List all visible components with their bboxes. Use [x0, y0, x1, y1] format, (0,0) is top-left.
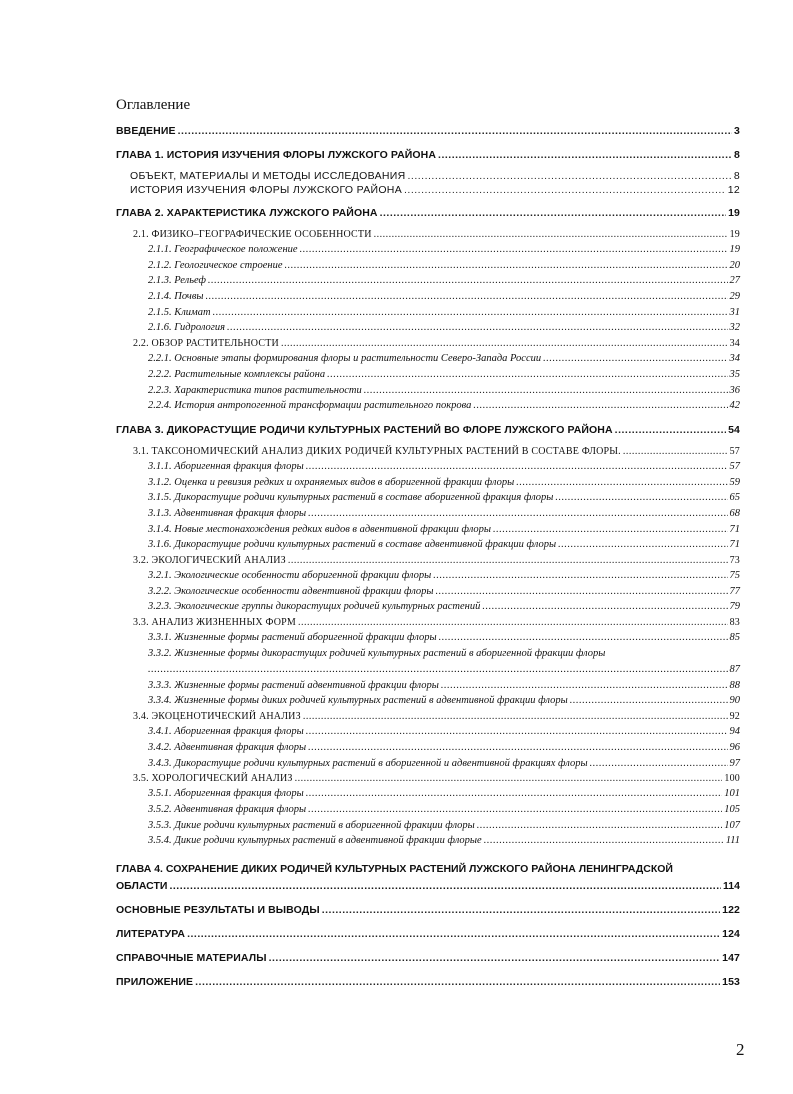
- toc-entry-page: 122: [722, 903, 740, 916]
- dot-leader: [380, 206, 727, 221]
- toc-entry-title: 2.1.1. Географическое положение: [148, 244, 298, 255]
- toc-entry-title: 2.1.3. Рельеф: [148, 275, 206, 287]
- toc-entry-page: 73: [729, 555, 740, 566]
- toc-entry-title: 2.2. ОБЗОР РАСТИТЕЛЬНОСТИ: [133, 338, 279, 350]
- toc-entry-page: 59: [729, 476, 740, 488]
- toc-entry-page: 101: [724, 788, 740, 800]
- toc-entry-title: 2.1.6. Гидрология: [148, 322, 226, 334]
- toc-entry-title: 3.2.1. Экологические особенности аборигенной фракции флоры: [148, 570, 432, 581]
- toc-title: Оглавление: [116, 97, 191, 113]
- dot-leader: [516, 475, 727, 491]
- toc-entry-3-1[interactable]: [116, 444, 740, 459]
- dot-leader: [374, 227, 728, 242]
- toc-entry-3-5-4[interactable]: [116, 833, 740, 849]
- toc-entry-title: 3.1.6. Дикорастущие родичи культурных растений в составе адвентивной фракции флоры: [148, 539, 557, 551]
- toc-entry-title: 3.1.5. Дикорастущие родичи культурных растений в составе аборигенной фракция флоры: [148, 492, 554, 504]
- toc-entry-chapter-3[interactable]: [116, 423, 740, 438]
- dot-leader: [306, 459, 728, 475]
- toc-entry-page: 42: [729, 400, 740, 412]
- toc-entry-title: 2.1. ФИЗИКО–ГЕОГРАФИЧЕСКИЕ ОСОБЕННОСТИ: [133, 229, 372, 240]
- toc-entry-3-5-3[interactable]: [116, 818, 740, 834]
- dot-leader: [195, 975, 720, 990]
- dot-leader: [148, 662, 728, 678]
- toc-entry-page: 114: [723, 879, 740, 892]
- dot-leader: [288, 553, 728, 568]
- toc-entry-2-1-1[interactable]: [116, 242, 740, 258]
- dot-leader: [473, 398, 727, 414]
- dot-leader: [169, 878, 721, 894]
- toc-entry-3-4-3[interactable]: [116, 756, 740, 772]
- toc-entry-title: 3.3.4. Жизненные формы диких родичей культурных растений в адвентивной фракции флоры: [148, 695, 568, 707]
- toc-entry-3-3-4[interactable]: [116, 693, 740, 709]
- toc-entry-2-2-2[interactable]: [116, 367, 740, 383]
- toc-entry-3-3-3[interactable]: [116, 678, 740, 694]
- dot-leader: [308, 802, 722, 818]
- dot-leader: [281, 336, 728, 351]
- toc-entry-reference[interactable]: [116, 951, 740, 966]
- toc-entry-page: 94: [729, 726, 740, 738]
- toc-entry-3-2-3[interactable]: [116, 599, 740, 615]
- toc-entry-2-1-3[interactable]: [116, 273, 740, 289]
- toc-entry-title: 3.5.2. Адвентивная фракция флоры: [148, 803, 307, 815]
- toc-entry-title: 3.1.2. Оценка и ревизия редких и охраняемых видов в аборигенной фракции флоры: [148, 476, 515, 488]
- toc-entry-3-1-3[interactable]: [116, 506, 740, 522]
- toc-entry-title: 3.3.1. Жизненные формы растений аборигенной фракции флоры: [148, 632, 437, 644]
- toc-entry-page: 75: [729, 570, 740, 581]
- toc-entry-page: 147: [722, 951, 740, 964]
- dot-leader: [364, 383, 728, 399]
- toc-entry-page: 87: [729, 663, 740, 675]
- toc-entry-2-2[interactable]: [116, 336, 740, 351]
- toc-entry-title: ПРИЛОЖЕНИЕ: [116, 975, 194, 988]
- toc-entry-page: 31: [729, 306, 740, 318]
- dot-leader: [623, 444, 728, 459]
- dot-leader: [306, 786, 723, 802]
- toc-entry-3-2[interactable]: [116, 553, 740, 568]
- toc-entry-page: 35: [729, 368, 740, 380]
- toc-entry-page: 19: [729, 229, 740, 240]
- toc-entry-2-1[interactable]: [116, 227, 740, 242]
- toc-entry-2-2-3[interactable]: [116, 383, 740, 399]
- dot-leader: [206, 289, 728, 305]
- dot-leader: [295, 771, 723, 786]
- toc-entry-page: 20: [729, 259, 740, 271]
- dot-leader: [558, 537, 727, 553]
- toc-entry-title-continuation: ОБЛАСТИ: [116, 879, 168, 892]
- toc-entry-3-3-1[interactable]: [116, 630, 740, 646]
- toc-entry-title: 3.2.3. Экологические группы дикорастущих родичей культурных растений: [148, 601, 481, 613]
- toc-entry-2-2-1[interactable]: [116, 351, 740, 367]
- toc-entry-title: ГЛАВА 3. ДИКОРАСТУЩИЕ РОДИЧИ КУЛЬТУРНЫХ РАСТЕНИЙ ВО ФЛОРЕ ЛУЖСКОГО РАЙОНА: [116, 423, 613, 436]
- toc-entry-results[interactable]: [116, 903, 740, 918]
- toc-entry-page: 85: [729, 632, 740, 644]
- dot-leader: [178, 124, 732, 139]
- toc-entry-page: 12: [727, 184, 740, 196]
- dot-leader: [269, 951, 721, 966]
- toc-entry-page: 68: [729, 507, 740, 519]
- toc-entry-intro[interactable]: [116, 124, 740, 139]
- toc-entry-page: 111: [725, 835, 740, 847]
- toc-entry-page: 8: [733, 170, 740, 182]
- dot-leader: [555, 490, 727, 506]
- toc-entry-title: 3.4.3. Дикорастущие родичи культурных растений в аборигенной и адвентивной фракциях флоры: [148, 757, 588, 769]
- toc-entry-title: 2.1.4. Почвы: [148, 291, 204, 303]
- toc-entry-title: ИСТОРИЯ ИЗУЧЕНИЯ ФЛОРЫ ЛУЖСКОГО РАЙОНА: [130, 184, 402, 196]
- toc-entry-page: 54: [728, 423, 740, 436]
- toc-entry-title: 2.2.1. Основные этапы формирования флоры и растительности Северо-Запада России: [148, 353, 542, 365]
- toc-entry-appendix[interactable]: [116, 975, 740, 990]
- toc-entry-page: 107: [724, 819, 740, 831]
- toc-entry-title: ОСНОВНЫЕ РЕЗУЛЬТАТЫ И ВЫВОДЫ: [116, 903, 320, 916]
- toc-entry-title: 2.1.2. Геологическое строение: [148, 259, 283, 271]
- dot-leader: [615, 423, 726, 438]
- toc-entry-title: 3.1.1. Аборигенная фракция флоры: [148, 460, 304, 472]
- toc-entry-title: 3.4.2. Адвентивная фракция флоры: [148, 741, 307, 753]
- toc-entry-2-1-6[interactable]: [116, 320, 740, 336]
- toc-entry-title: 3.5.3. Дикие родичи культурных растений в аборигенной фракции флоры: [148, 819, 475, 831]
- toc-entry-2-1-5[interactable]: [116, 305, 740, 321]
- dot-leader: [404, 183, 726, 197]
- dot-leader: [298, 615, 728, 630]
- dot-leader: [570, 693, 728, 709]
- toc-entry-3-3-2[interactable]: [116, 646, 740, 678]
- toc-entry-page: 96: [729, 741, 740, 753]
- dot-leader: [213, 305, 728, 321]
- toc-entry-page: 71: [729, 539, 740, 551]
- dot-leader: [327, 367, 727, 383]
- toc-entry-3-2-2[interactable]: [116, 584, 740, 600]
- toc-entry-title: 2.1.5. Климат: [148, 306, 211, 318]
- toc-entry-title: 2.2.3. Характеристика типов растительности: [148, 384, 362, 396]
- toc-entry-page: 32: [729, 322, 740, 334]
- toc-entry-2-1-2[interactable]: [116, 258, 740, 274]
- toc-entry-literature[interactable]: [116, 927, 740, 942]
- dot-leader: [227, 320, 727, 336]
- toc-entry-2-1-4[interactable]: [116, 289, 740, 305]
- toc-entry-title: 3.3.2. Жизненные формы дикорастущих родичей культурных растений в аборигенной фракции флоры: [148, 647, 606, 659]
- toc-entry-chapter-1[interactable]: [116, 148, 740, 163]
- toc-entry-objects-methods[interactable]: [116, 169, 740, 183]
- dot-leader: [187, 927, 720, 942]
- toc-entry-page: 34: [729, 353, 740, 365]
- toc-entry-title: ГЛАВА 2. ХАРАКТЕРИСТИКА ЛУЖСКОГО РАЙОНА: [116, 207, 378, 219]
- dot-leader: [433, 568, 727, 584]
- toc-entry-page: 79: [729, 601, 740, 613]
- toc-entry-title: 3.4. ЭКОЦЕНОТИЧЕСКИЙ АНАЛИЗ: [133, 711, 301, 723]
- dot-leader: [438, 148, 732, 163]
- toc-entry-title: 3.2.2. Экологические особенности адвентивной фракции флоры: [148, 585, 434, 597]
- table-of-contents: [116, 124, 740, 990]
- toc-entry-title: 3.3.3. Жизненные формы растений адвентивной фракции флоры: [148, 679, 439, 691]
- dot-leader: [308, 740, 727, 756]
- toc-entry-page: 153: [722, 975, 740, 988]
- toc-entry-title: ГЛАВА 1. ИСТОРИЯ ИЗУЧЕНИЯ ФЛОРЫ ЛУЖСКОГО РАЙОНА: [116, 149, 437, 161]
- toc-entry-3-1-1[interactable]: [116, 459, 740, 475]
- toc-entry-title: 3.3. АНАЛИЗ ЖИЗНЕННЫХ ФОРМ: [133, 617, 296, 629]
- toc-entry-page: 36: [729, 384, 740, 396]
- dot-leader: [441, 678, 728, 694]
- toc-entry-title: ЛИТЕРАТУРА: [116, 927, 186, 940]
- toc-entry-page: 19: [728, 207, 740, 219]
- dot-leader: [543, 351, 727, 367]
- dot-leader: [493, 522, 727, 538]
- toc-entry-3-4[interactable]: [116, 709, 740, 724]
- toc-entry-page: 3: [734, 125, 740, 137]
- dot-leader: [439, 630, 728, 646]
- toc-entry-page: 92: [729, 711, 740, 723]
- dot-leader: [322, 903, 720, 918]
- toc-entry-title: 3.4.1. Аборигенная фракция флоры: [148, 726, 304, 738]
- toc-entry-3-1-5[interactable]: [116, 490, 740, 506]
- dot-leader: [590, 756, 728, 772]
- toc-entry-3-1-4[interactable]: [116, 522, 740, 538]
- toc-entry-page: 57: [729, 445, 740, 457]
- dot-leader: [308, 506, 727, 522]
- toc-entry-page: 29: [729, 291, 740, 303]
- toc-entry-title: СПРАВОЧНЫЕ МАТЕРИАЛЫ: [116, 951, 267, 964]
- toc-entry-page: 57: [729, 460, 740, 472]
- toc-entry-page: 97: [729, 757, 740, 769]
- toc-entry-page: 8: [734, 149, 740, 161]
- toc-entry-title: 3.1.3. Адвентивная фракция флоры: [148, 507, 307, 519]
- toc-entry-chapter-2[interactable]: [116, 206, 740, 221]
- toc-entry-title: 3.5.4. Дикие родичи культурных растений в адвентивной фракции флорые: [148, 835, 482, 847]
- toc-entry-title: ГЛАВА 4. СОХРАНЕНИЕ ДИКИХ РОДИЧЕЙ КУЛЬТУРНЫХ РАСТЕНИЙ ЛУЖСКОГО РАЙОНА ЛЕНИНГРАДСКОЙ: [116, 862, 673, 875]
- toc-entry-title: 3.2. ЭКОЛОГИЧЕСКИЙ АНАЛИЗ: [133, 555, 286, 566]
- toc-entry-3-2-1[interactable]: [116, 568, 740, 584]
- toc-entry-title: 3.1. ТАКСОНОМИЧЕСКИЙ АНАЛИЗ ДИКИХ РОДИЧЕЙ КУЛЬТУРНЫХ РАСТЕНИЙ В СОСТАВЕ ФЛОРЫ.: [133, 445, 621, 457]
- toc-entry-page: 71: [729, 523, 740, 535]
- toc-entry-page: 83: [729, 617, 740, 629]
- toc-entry-page: 124: [722, 927, 740, 940]
- toc-entry-3-5[interactable]: [116, 771, 740, 786]
- dot-leader: [484, 833, 724, 849]
- toc-entry-2-2-4[interactable]: [116, 398, 740, 414]
- toc-entry-page: 34: [729, 338, 740, 350]
- toc-entry-3-4-1[interactable]: [116, 724, 740, 740]
- dot-leader: [208, 273, 728, 289]
- toc-entry-page: 27: [729, 275, 740, 287]
- toc-entry-page: 105: [724, 803, 740, 815]
- toc-entry-title: ВВЕДЕНИЕ: [116, 125, 176, 137]
- toc-entry-page: 77: [729, 585, 740, 597]
- toc-entry-3-5-2[interactable]: [116, 802, 740, 818]
- toc-entry-3-1-6[interactable]: [116, 537, 740, 553]
- toc-entry-3-3[interactable]: [116, 615, 740, 630]
- toc-entry-chapter-4[interactable]: [116, 861, 740, 894]
- toc-entry-title: 3.5. ХОРОЛОГИЧЕСКИЙ АНАЛИЗ: [133, 773, 293, 785]
- toc-entry-title: 2.2.4. История антропогенной трансформации растительного покрова: [148, 400, 472, 412]
- toc-entry-page: 90: [729, 695, 740, 707]
- dot-leader: [482, 599, 727, 615]
- dot-leader: [436, 584, 728, 600]
- toc-entry-page: 19: [729, 244, 740, 255]
- toc-entry-flora-history[interactable]: [116, 183, 740, 197]
- toc-entry-3-1-2[interactable]: [116, 475, 740, 491]
- toc-entry-title: 3.5.1. Аборигенная фракция флоры: [148, 788, 304, 800]
- toc-entry-page: 88: [729, 679, 740, 691]
- toc-entry-page: 65: [729, 492, 740, 504]
- dot-leader: [407, 169, 731, 183]
- toc-entry-page: 100: [724, 773, 740, 785]
- toc-entry-3-4-2[interactable]: [116, 740, 740, 756]
- dot-leader: [303, 709, 728, 724]
- dot-leader: [477, 818, 722, 834]
- toc-entry-title: 2.2.2. Растительные комплексы района: [148, 368, 326, 380]
- toc-entry-title: 3.1.4. Новые местонахождения редких видов в адвентивной фракции флоры: [148, 523, 492, 535]
- toc-entry-3-5-1[interactable]: [116, 786, 740, 802]
- dot-leader: [285, 258, 728, 274]
- dot-leader: [306, 724, 728, 740]
- toc-entry-title: ОБЪЕКТ, МАТЕРИАЛЫ И МЕТОДЫ ИССЛЕДОВАНИЯ: [130, 170, 406, 182]
- page-number: 2: [736, 1040, 745, 1059]
- dot-leader: [300, 242, 728, 258]
